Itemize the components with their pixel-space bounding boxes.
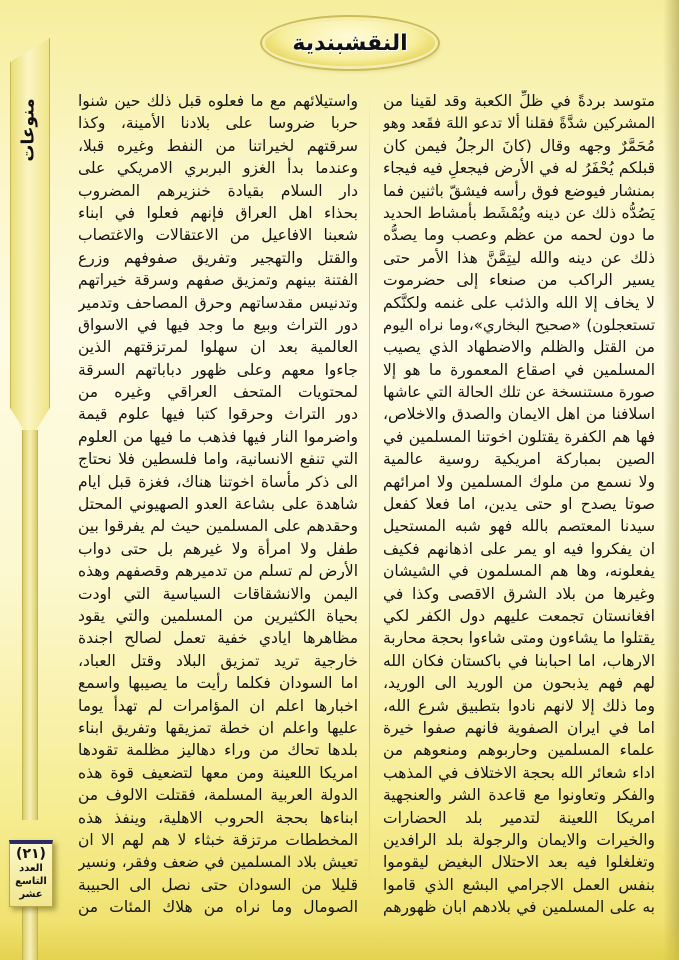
text-line: لهم فهم يذبحون من الوريد الى الوريد، <box>383 674 655 693</box>
text-line: المخططات مرتزقة خبثاء لا هم لهم الا ان <box>78 830 358 849</box>
text-line: علماء المسلمين وحاربوهم ومنعوهم من <box>383 741 655 760</box>
text-line: يقتلوا ما يشاءون ومتى شاءوا بحجة محاربة <box>383 629 655 648</box>
section-name: منوعات <box>19 98 40 162</box>
text-line: دور التراث وحرقوا كتبا فيها علوم قيمة <box>78 405 358 424</box>
text-line: شاهدة على بشاعة العدو الصهيوني المحتل <box>78 495 358 514</box>
text-line: افغانستان تجمعت عليهم دول الكفر لكي <box>383 606 655 625</box>
ribbon-rod-bottom <box>22 900 38 960</box>
ribbon-rod <box>22 430 38 820</box>
text-line: وتدنيس مقدساتهم وحرق المصاحف وتدمير <box>78 293 358 312</box>
text-line: بلدها تحاك من وراء دهاليز مظلمة تقودها <box>78 741 358 760</box>
text-line: والفكر وتعاونوا مع قاعدة الشر والعنجهية <box>383 786 655 805</box>
text-line: واستيلائهم مع ما فعلوه قبل ذلك حين شنوا <box>78 92 358 110</box>
magazine-title-badge <box>265 20 435 66</box>
text-line: لا يخاف إلا الله والذئب على غنمه ولكنَّكم <box>383 293 655 312</box>
text-line: والقتل والتهجير وتفريق صفوفهم وزرع <box>78 248 358 267</box>
text-line: شعبنا الافاعيل من الاعتقالات والاغتصاب <box>78 226 358 245</box>
text-line: وغيرها من بلاد الشرق الاقصى وكذا في <box>383 584 655 603</box>
text-line: اما في ايران الصفوية فانهم صفوا خيرة <box>383 718 655 737</box>
text-line: حربا ضروسا على بلادنا الأمينة، وكذا <box>78 114 358 133</box>
text-line: دار السلام بقيادة خنزيرهم المضروب <box>78 181 358 200</box>
text-line: طفل ولا امرأة ولا غيرهم بل حتى دواب <box>78 539 358 558</box>
text-line: ان يفكروا فيه او يمر على اذهانهم فكيف <box>383 539 655 558</box>
text-line: سرقتهم لخيراتنا من النفط وغيره قبلا، <box>78 136 358 155</box>
text-line: صوتا يصدح او حتى يدين، اما فعلا كفعل <box>383 495 655 514</box>
magazine-title: النقشبندية <box>292 30 408 56</box>
text-line: العالمية بعد ان سهلوا لمرتزقتهم الذين <box>78 338 358 357</box>
text-line: بحياة الكثيرين من المسلمين والتي يقود <box>78 606 358 625</box>
text-line: واضرموا النار فيها فذهب ما فيها من العلوم <box>78 427 358 446</box>
text-line: قليلا من السودان حتى نصل الى الحبيبة <box>78 875 358 894</box>
text-line: وحقدهم على المسلمين حيث لم يفرقوا بين <box>78 517 358 536</box>
page-bottom-band <box>0 920 679 960</box>
text-line: الدولة العربية المسلمة، فقتلت الالوف من <box>78 786 358 805</box>
text-line: دور التراث وبيع ما وجد فيها في الاسواق <box>78 315 358 334</box>
text-line: والخيرات والايمان والرجولة بلد الرافدين <box>383 830 655 849</box>
issue-number: (٢١) <box>16 846 46 862</box>
text-line: الصين بمباركة امريكية روسية عالمية <box>383 450 655 469</box>
text-line: قبلكم يُحْفَرُ له في الأرض فيجعلِ فيه فيجاء <box>383 159 655 178</box>
text-line: صورة مستنسخة عن تلك الحالة التي عاشها <box>383 383 655 402</box>
text-line: جاءوا معهم وعلى ظهور دباباتهم السرقة <box>78 360 358 379</box>
text-line: عليها واعلم ان خطة تمزيقها وتفريق ابناء <box>78 718 358 737</box>
text-line: الصومال وما نراه من هلاك المئات من <box>78 898 358 917</box>
text-line: ذلك عن دينه والله ليتِمَّنَّ هذا الأمر حتى <box>383 248 655 267</box>
issue-label: العدد <box>19 863 43 874</box>
text-line: المشركين شدَّةً فقلنا ألا تدعو اللهَ فقَعد وهو <box>383 114 655 133</box>
text-line: اخبارها اعلم ان المؤامرات لم تهدأ يوما <box>78 696 358 715</box>
text-line: بحذاء اهل العراق فإنهم فعلوا في ابناء <box>78 203 358 222</box>
text-line: اما السودان فكلما رأيت ما يصيبها واسمع <box>78 674 358 693</box>
text-line: بنفس العمل الاجرامي البشع الذي قاموا <box>383 875 655 894</box>
issue-ordinal-suffix: عشر <box>19 889 43 900</box>
issue-box <box>9 840 53 907</box>
text-line: الارهاب، اما احبابنا في باكستان فكان الله <box>383 651 655 670</box>
text-line: امريكا اللعينة ومن معها لتضعيف قوة هذه <box>78 763 358 782</box>
text-line: مُحَمَّرٌ وجهه وقال (كانَ الرجلُ فيمن كان <box>383 136 655 155</box>
issue-ordinal: التاسع <box>15 876 47 887</box>
article-column-right <box>383 90 655 918</box>
text-line: الأرض لم تسلم من تدميرهم وقصفهم وهذه <box>78 562 358 581</box>
text-line: يَصُدُّه ذلك عن دينه ويُمْشَط بأمشاط الحديد <box>383 203 655 222</box>
text-line: وما ذلك إلا لانهم نادوا بتطبيق شرع الله، <box>383 696 655 715</box>
text-line: المسلمين في اصقاع المعمورة ما هو إلا <box>383 360 655 379</box>
article-column-left <box>78 90 358 918</box>
text-line: ما دون لحمه من عظم وعصب وما يصدُّه <box>383 226 655 245</box>
text-line: متوسد بردةً في ظلِّ الكعبة وقد لقينا من <box>383 92 655 110</box>
text-line: يفعلونه، وها هم المسلمون في الشيشان <box>383 562 655 581</box>
text-line: وعندما بدأ الغزو البربري الامريكي على <box>78 159 358 178</box>
page-edge-shadow <box>663 0 679 960</box>
text-line: تستعجلون) «صحيح البخاري»،وما نراه اليوم <box>383 315 655 334</box>
text-line: فها هم الكفرة يقتلون اخوتنا المسلمين في <box>383 427 655 446</box>
text-line: يسير الراكب من صنعاء إلى حضرموت <box>383 271 655 290</box>
text-line: اداء شعائر الله بحجة الاختلاف في المذهب <box>383 763 655 782</box>
text-line: ولا نسمع من ملوك المسلمين ولا امرائهم <box>383 472 655 491</box>
text-line: وتغلغلوا فيه بعد الاحتلال البغيض ليقوموا <box>383 853 655 872</box>
text-line: مظاهرها ايادي خفية تعمل لصالح اجندة <box>78 629 358 648</box>
text-line: بمنشار فيوضع فوق رأسه فيشقّ باثنين فما <box>383 181 655 200</box>
text-line: تعيش بلاد المسلمين في ضعف وفقر، ونسير <box>78 853 358 872</box>
text-line: من القتل والظلم والاضطهاد الذي يصيب <box>383 338 655 357</box>
text-line: التي تنفع الانسانية، واما فلسطين فلا نحتاج <box>78 450 358 469</box>
column-divider <box>369 88 370 888</box>
section-label <box>14 80 44 180</box>
text-line: به على المسلمين في بلادهم ابان ظهورهم <box>383 898 655 917</box>
text-line: الفتنة بينهم وتمزيق صفهم وسرقة خيراتهم <box>78 271 358 290</box>
text-line: اليمن والانشقاقات السياسية التي اودت <box>78 584 358 603</box>
text-line: امريكا اللعينة لتدمير بلد الحضارات <box>383 808 655 827</box>
text-line: اسلافنا من اهل الايمان والصدق والاخلاص، <box>383 405 655 424</box>
text-line: لمحتويات المتحف العراقي وغيره من <box>78 383 358 402</box>
text-line: الى ذكر مأساة اخوتنا هناك، فغزة قبل ايام <box>78 472 358 491</box>
text-line: ابناءها بحجة الحروب الاهلية، وينفذ هذه <box>78 808 358 827</box>
text-line: خارجية تريد تمزيق البلاد وقتل العباد، <box>78 651 358 670</box>
text-line: سيدنا المعتصم بالله فهو شبه المستحيل <box>383 517 655 536</box>
